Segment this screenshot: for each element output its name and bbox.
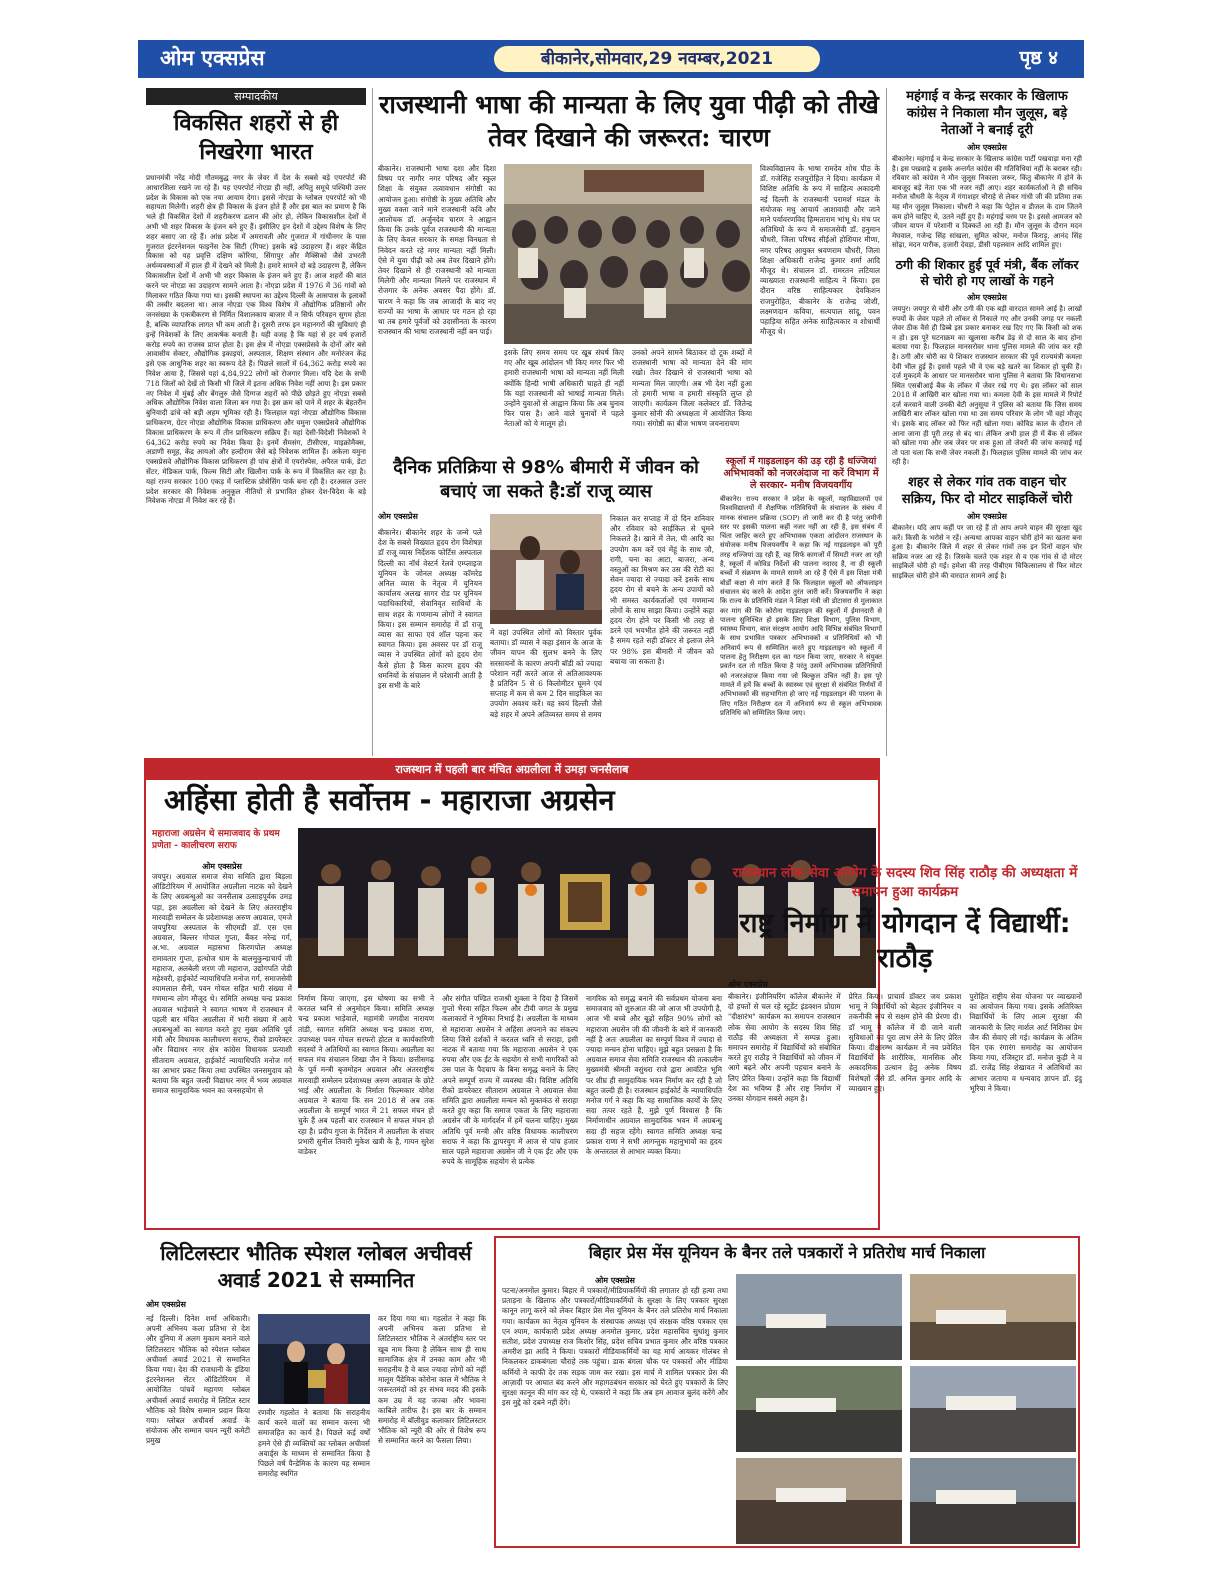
- newspaper-page: [138, 40, 1084, 1550]
- agrasen-byline: ओम एक्सप्रेस: [202, 862, 242, 871]
- bihar-story: [494, 1236, 1080, 1548]
- vehicle-headline: शहर से लेकर गांव तक वाहन चोर सक्रिय, फिर दो मोटर साइकिलें चोरी: [901, 475, 1073, 508]
- rpsc-headline: राष्ट्र निर्माण में योगदान दें विद्यार्थी: राठौड़: [739, 908, 1071, 974]
- rpsc-col-1: बीकानेर। इंजीनियरिंग कॉलेज बीकानेर में दो हफ्तों से चल रहे स्टूडेंट इंडक्शन प्रोग्राम "दीक्षारंभ" कार्यक्रम का समापन राजस्थान लोक सेवा आयोग के सदस्य शिव सिंह राठौड़ की अध्यक्षता में सम्पन्न हुआ। समापन समारोह में विद्यार्थियों को संबोधित करते हुए राठौड़ ने विद्यार्थियों को जीवन में आगे बढ़ने और अपनी पहचान बनाने के लिए प्रेरित किया। उन्होंने कहा कि विद्यार्थी देश का भविष्य हैं और राष्ट्र निर्माण में उनका योगदान सबसे अहम है।: [728, 992, 841, 1104]
- column-divider: [886, 88, 887, 756]
- theft-byline: ओम एक्सप्रेस: [967, 292, 1007, 302]
- bihar-body: पटना/अनमोल कुमार। बिहार में पत्रकारों/मीडियाकर्मियों की लगातार हो रही हत्या तथा प्रताड़ना के खिलाफ और पत्रकारों/मीडियाकर्मियों के सुरक्षा के लिए पत्रकार सुरक्षा कानून लागू करने को लेकर बिहार प्रेस मेंस यूनियन के बैनर तले प्रतिरोध मार्च निकाला गया। कार्यक्रम का नेतृत्व यूनियन के संस्थापक अध्यक्ष एवं संरक्षक वरिष्ठ पत्रकार एस एन श्याम, कार्यकारी प्रदेश अध्यक्ष अनमोल कुमार, प्रदेश महासचिव सुधांशु कुमार सतीश, प्रदेश उपाध्यक्ष राज किशोर सिंह, प्रदेश सचिव प्रभात कुमार और वरिष्ठ पत्रकार अमरीश झा आदि ने किया। पत्रकारों मीडियाकर्मियों का यह मार्च आयकर गोलंबर से निकलकर डाकबंगला चौराहे तक पहुंचा। डाक बंगला चौक पर पत्रकारों और मीडिया कर्मियों ने काफी देर तक सड़क जाम कर रखा। इस मार्च में शामिल पत्रकार प्रेस की आज़ादी पर आघात बंद करने और महागठबंधन सरकार को घेरते हुए पत्रकारों के लिए सुरक्षा कानून की मांग कर रहे थे, पत्रकारों ने कहा कि अब हम आवाज बुलंद करेंगे और इस मुद्दे को दबने नहीं देंगे।: [502, 1286, 728, 1408]
- school-headline: स्कूलों में गाइडलाइन की उड़ रही है धज्जियां अभिभावकों को नजरअंदाज ना करें विभाग में ले सरकार- मनीष विजयवर्गीय: [723, 456, 879, 491]
- masthead: [138, 40, 1084, 78]
- health-byline: ओम एक्सप्रेस: [378, 512, 418, 521]
- editorial-column: [146, 88, 366, 756]
- school-body: बीकानेर। राज्य सरकार ने प्रदेश के स्कूलों, महाविद्यालयों एवं विश्वविद्यालयों में शैक्षणिक गतिविधियों के संचालन के संबंध में मानक संचालन प्रक्रिया (SOP) तो जारी कर दी है परंतु जमीनी स्तर पर इसकी पालना कहीं नजर नहीं आ रही है, इस संबंध में चिंता जाहिर करते हुए अभिभावक एकता आंदोलन राजस्थान के संयोजक मनीष विजयवर्गीय ने कहा कि नई गाइडलाइन को पूरी तरह धज्जियां उड़ रही हैं, वह सिर्फ कागजों में सिमटी नजर आ रही है, स्कूलों में कोविड निर्देशों की पालना नदारद है, ना ही स्कूली बच्चों में संक्रमण के मामले सामने आ रहे हैं ऐसे में इस शिक्षा मंत्री बोर्डों कक्षा से मांग करते हैं कि फिलहाल स्कूलों को ऑफलाइन संचालन बंद करने के आदेश तुरंत जारी करें। विजयवर्गीय ने कहा कि राज्य के प्रतिनिधि मंडल ने शिक्षा मंत्री जी डोटासरा से मुलाकात कर मांग की कि कोरोना गाइडलाइन की स्कूलों में ईमानदारी से पालना सुनिश्चित हो इसके लिए शिक्षा विभाग, पुलिस विभाग, स्वास्थ्य विभाग, बाल संरक्षण आयोग आदि विभिन्न संबंधित विभागों के साथ प्रभावित पत्रकार अभिभावकों व प्रतिनिधियों को भी अनिवार्य रूप से सम्मिलित करते हुए गाइडलाइन को स्कूलों में पालना हेतु निरीक्षण दल का गठन किया जाए, सरकार ने संयुक्त प्रवर्तन दल तो गठित किया है परंतु उसमें अभिभावक प्रतिनिधियों को नजरअंदाज किया गया जो बिल्कुल उचित नहीं है। इस पूरे मामले में हमें कि बच्चों के स्वास्थ्य एवं सुरक्षा से संबंधित निर्णयों में अभिभावकों की सहभागिता हो जाए नई गाइडलाइन की पालना के लिए गठित निरीक्षण दल में अनिवार्य रूप से स्कूल अभिभावक प्रतिनिधि को सम्मिलित किया जाए।: [720, 495, 882, 717]
- health-col-1: बीकानेर। बीकानेर शहर के जन्मे पले देश के सबसे विख्यात हृदय रोग विशेषज्ञ डॉ राजू व्यास निर्देशक फोर्टिस अस्पताल दिल्ली का नॉर्थ वेस्टर्न रेलवे एम्प्लाइज यूनियन के जोनल अध्यक्ष कॉमरेड अनिल व्यास के नेतृत्व में यूनियन कार्यालय अलख सागर रोड पर यूनियन पदाधिकारियों, सेवानिवृत साथियों के साथ शहर के गणमान्य लोगों ने स्वागत किया। इस सम्मान समारोह में डॉ राजू व्यास का साफा एवं शॉल पहना कर स्वागत किया। इस अवसर पर डॉ राजू व्यास ने उपस्थित लोगों को हृदय रोग कैसे होता है किस कारण हृदय की धमनियों के संचालन में परेशानी आती है इस सभी के बारे: [378, 528, 482, 691]
- award-ceremony-photo: [258, 1314, 370, 1404]
- editorial-kicker: सम्पादकीय: [146, 88, 366, 105]
- theft-body: जयपुर। जयपुर से चोरी और ठगी की एक बड़ी वारदात सामने आई है। लाखों रुपयों के जेवर पहले तो लॉकर से निकाले गए और उनकी जगह पर नकली जेवर ठीक वैसे ही डिब्बे इस प्रकार बनाकर रख दिए गए कि किसी को शक न हो। इस पूरे घटनाक्रम का खुलासा करीब डेढ़ से दो साल के बाद होना बताया गया है। फिलहाल मानसरोवर थाना पुलिस मामले की जांच कर रही है। ठगी और चोरी का ये शिकार राजस्थान सरकार की पूर्व राज्यमंत्री कमला देवी भील हुई हैं। इससे पहले भी वे एक बड़े खतरे का शिकार हो चुकी हैं। दर्ज मुकदमे के आधार पर मानसरोवर थाना पुलिस ने बताया कि विधानसभा स्थित एसबीआई बैंक के लॉकर में जेवर रखे गए थे। इस लॉकर को साल 2018 में आखिरी बार खोला गया था। कमला देवी के इस मामले में रिपोर्ट दर्ज करवाने वाली उनकी बेटी अनुसूया ने पुलिस को बताया कि जिस समय आखिरी बार लॉकर खोला गया था उस समय परिवार के लोग भी वहां मौजूद थे। इसके बाद लॉकर को फिर नहीं खोला गया। कोविड काल के दौरान तो आना जाना ही पूरी तरह से बंद था। लेकिन अभी हाल ही में बैंक से लॉकर को खोला गया और जब जेवर पर शक हुआ तो जेवरों की जांच करवाई गई तो पता चला कि सभी जेवर नकली हैं। फिलहाल पुलिस मामले की जांच कर रही है।: [892, 304, 1082, 467]
- bihar-headline: बिहार प्रेस मेंस यूनियन के बैनर तले पत्रकारों ने प्रतिरोध मार्च निकाला: [588, 1243, 986, 1262]
- lead-col-3: उनको अपने सामने बिठाकर दो टूक शब्दों में राजस्थानी भाषा को मान्यता देने की मांग रखो। तेवर दिखाने से राजस्थानी भाषा को मान्यता मिल जाएगी। अब भी देश नहीं हुआ तो हमारी भाषा व हमारी संस्कृति लुप्त हो जाएगी। कार्यक्रम जिला कलेक्टर डॉ. जितेन्द्र कुमार सोनी की अध्यक्षता में आयोजित किया गया। संगोष्ठी का बीज भाषण जयनारायण: [632, 348, 752, 429]
- award-col-3: कर दिया गया था। गहलोत ने कहा कि अपनी अभिनय कला प्रतिभा से लिटिलस्टार भौतिक ने अंतर्राष्ट्रीय स्तर पर खूब नाम किया है लेकिन साथ ही साथ सामाजिक क्षेत्र में उनका काम और भी सराहनीय है वे बाल ज्यादा लोगों को नहीं मालूम पैंडेमिक कोरोना काल में भौतिक ने जरूरतमंदों को हर संभव मदद की इसके कम उम्र में यह जज्बा और भावना काबिले तारीफ है। इस बार के सम्मान समारोह में बॉलीवुड कलाकार लिटिलस्टार भौतिक को न्यूरी की ओर से विशेष रूप से सम्मानित करने का फैसला लिया।: [378, 1314, 486, 1446]
- rpsc-col-2: प्रेरित किया। प्राचार्य डॉक्टर जय प्रकाश भामू ने विद्यार्थियों को बेहतर इंजीनियर व तकनीकी रूप से सक्षम होने की प्रेरणा दी। डॉ भामू ने कॉलेज में दी जाने वाली सुविधाओं का पूरा लाभ लेने के लिए प्रेरित किया। दीक्षारम्भ कार्यक्रम में नव प्रवेशित विद्यार्थियों के शारीरिक, मानसिक और अकादमिक उत्थान हेतु अनेक विषय विशेषज्ञों जैसे डॉ. अनिल कुमार आदि के व्याख्यान हुए।: [848, 992, 962, 1093]
- award-photo: [258, 1314, 370, 1404]
- agrasen-banner: राजस्थान में पहली बार मंचित अग्रलीला में उमड़ा जनसैलाब: [146, 760, 878, 780]
- agrasen-col-1: जयपुर। अग्रवाल समाज सेवा समिति द्वारा बिड़ला ऑडिटोरियम में आयोजित अग्रलीला नाटक को देखने के लिए अग्रबन्धुओं का जनसैलाब उत्साहपूर्वक उमड़ पड़ा, इस अग्रलीला को देखने के लिए अंतरराष्ट्रीय मारवाड़ी सम्मेलन के प्रदेशाध्यक्ष अरुण अग्रवाल, एमजे जयपुरिया अस्पताल के सीएमडी डॉ. एस एस अग्रवाल, बिल्लर गोपाल गुप्ता, बैंकर नरेन्द्र गर्ग, अ.भा. अग्रवाल महासभा किरणपोल अध्यक्ष रामावतार गुप्ता, हत्थोज धाम के बालमुकुन्दाचार्य जी महाराज, अलबेली शरण जी महाराज, उद्योगपति जेडी महेश्वरी, हाईकोर्ट न्यायाधिपति मनोज गर्ग, समाजसेवी श्यामलाल सैनी, पवन गोयल सहित भारी संख्या में गणमान्य लोग मौजूद थे। समिति अध्यक्ष चन्द्र प्रकाश अग्रवाल भाड़ेवाले ने स्वागत भाषण में राजस्थान में पहली बार मंचित अग्रलीला में भारी संख्या में आये अग्रबन्धुओं का स्वागत करते हुए मुख्य अतिथि पूर्व मंत्री और विधायक कालीचरण सराफ, रीको डायरेक्टर और विद्याधर नगर क्षेत्र कांग्रेस विधायक प्रत्याशी सीताराम अग्रवाल, हाईकोर्ट न्यायाधिपति मनोज गर्ग का आभार प्रकट किया तथा उपस्थित जनसमुदाय को बताया कि बहुत जल्दी विद्याधर नगर में भव्य अग्रवाल समाज सामुदायिक भवन का जनसहयोग से: [152, 872, 292, 1096]
- vehicle-body: बीकानेर। यदि आप कहीं पर जा रहे हैं तो आप अपने वाहन की सुरक्षा खुद करें। किसी के भरोसे न रहें। अन्यथा आपका वाहन चोरी होने का खतरा बना हुआ है। बीकानेर जिले में शहर से लेकर गांवों तक इन दिनों वाहन चोर सक्रिय नजर आ रहे हैं। जिसके चलते एक शहर से व एक गांव से दो मोटर साइकिलें चोरी हो गईं। हमेशा की तरह पीबीएम चिकित्सालय से फिर मोटर साइकिल चोरी होने की वारदात सामने आई है।: [892, 524, 1082, 580]
- lead-col-4: विश्वविद्यालय के भाषा रामदेव शोध पीठ के डॉ. गजेसिंह राजपुरोहित ने दिया। कार्यक्रम में विशिष्ट अतिथि के रूप में साहित्य अकादमी नई दिल्ली के राजस्थानी परामर्श मंडल के संयोजक मधु आचार्य आशावादी और जाने माने पर्यावरणविद हिम्मताराम भांभू थे। मंच पर अतिथियों के रूप में समाजसेवी डॉ. हनुमान चौधरी, जिला परिषद सीईओ होशियार मीणा, नगर परिषद आयुक्त श्रवणराम चौधरी, जिला शिक्षा अधिकारी राजेन्द्र कुमार शर्मा आदि मौजूद थे। संचालन डॉ. रामरतन लटियाल व्याख्याता राजस्थानी साहित्य ने किया। इस दौरान वरिष्ठ साहित्यकार देवकिशन राजपुरोहित, बीकानेर के राजेन्द्र जोशी, लक्ष्मणदान कविया, सत्यपाल सांदू, पवन पहाड़िया सहित अनेक साहित्यकार व शोधार्थी मौजूद थे।: [760, 164, 880, 337]
- rpsc-col-3: पुरोहित राष्ट्रीय सेवा योजना पर व्याख्यानों का आयोजन किया गया। इसके अतिरिक्त विद्यार्थियों के लिए आत्म सुरक्षा की जानकारी के लिए मार्शल आर्ट निशिका प्रेम जैन की सेवाएं ली गई। कार्यक्रम के अंतिम दिन एक रंगारंग समारोह का आयोजन किया गया, रजिस्ट्रार डॉ. मनोज कुड़ी ने व डॉ. राजेंद्र सिंह शेखावत ने अतिथियों का आभार जताया व धन्यवाद ज्ञापन डॉ. इंदु भूरिया ने किया।: [969, 992, 1082, 1093]
- health-headline: दैनिक प्रतिक्रिया से 98% बीमारी में जीवन को बचाएं जा सकते है:डॉ राजू व्यास: [393, 457, 699, 502]
- right-sidebar: [892, 88, 1082, 756]
- congress-headline: महंगाई व केन्द्र सरकार के खिलाफ कांग्रेस ने निकाला मौन जुलूस, बड़े नेताओं ने बनाई दूरी: [906, 89, 1068, 138]
- award-col-2: रणवीर गहलोत ने बताया कि सराहनीय कार्य करने वालों का सम्मान करना भी समाजहित का कार्य है। पिछले कई वर्षों हमने ऐसे ही व्यक्तियों का ग्लोबल अचीवर्स अवार्ड्स के माध्यम से सम्मानित किया है पिछले वर्ष पैन्डेमिक के कारण यह सम्मान समारोह स्थगित: [258, 1408, 370, 1479]
- lead-col-2: इसके लिए समय समय पर खूब संघर्ष किए गए और खूब आंदोलन भी किए मगर फिर भी हमारी राजस्थानी भाषा को मान्यता नहीं मिली क्योंकि हिन्दी भाषी अधिकारी चाहते ही नहीं कि यहां राजस्थानी को भाषाई मान्यता मिले। उन्होंने युवाओं से आह्वान किया कि अब चुनाव फिर पास है। आने वाले चुनावों में पहले नेताओं को ये मालूम हो।: [504, 348, 624, 429]
- bihar-byline: ओम एक्सप्रेस: [595, 1276, 635, 1285]
- column-divider: [372, 88, 373, 756]
- health-col-3: निकाल कर सप्ताह में दो दिन शनिवार और रविवार को साईकिल से घूमने निकलते है। खाने में तेल, घी आदि का उपयोग कम करें एवं मेंहूं के साथ जौ, रागी, चना का आटा, बाजरा, अन्य वस्तुओं का मिश्रण कर उस की रोटी का सेवन ज्यादा से ज्यादा करें इसके साथ हृदय रोग से बचने के अन्य उपायों को भी समस्त कार्यकर्ताओं एवं गणमान्य लोगों के साथ साझा किया। उन्होंने कहा हृदय रोग होने पर किसी भी तरह से डरने एवं भयभीत होने की जरूरत नहीं है समय रहते सही डॉक्टर से इलाज लेने पर 98% इस बीमारी में जीवन को बचाया जा सकता है।: [610, 514, 714, 666]
- agrasen-subhead: महाराजा अग्रसेन थे समाजवाद के प्रथम प्रणेता - कालीचरण सराफ: [152, 829, 280, 851]
- bihar-photos: [736, 1274, 1076, 1544]
- award-col-1: नई दिल्ली। दिनेश शर्मा अधिकारी। अपनी अभिनय कला प्रतिभा से देश और दुनिया में अलग मुकाम बनाने वाले लिटिलस्टार भौतिक को स्पेशल ग्लोबल अचीवर्स अवार्ड 2021 से सम्मानित किया गया। देश की राजधानी के इंडिया इंटरनेशनल सेंटर ऑडिटोरियम में आयोजित पांचवें महागण ग्लोबल अचीवर्स अवार्ड समारोह में लिटिल स्टार भौतिक को विशेष सम्मान प्रदान किया गया। ग्लोबल अचीवर्स अवार्ड के संयोजक और सम्मान चयन न्यूरी कमेटी प्रमुख: [146, 1314, 250, 1446]
- rpsc-kicker: राजस्थान लोक सेवा आयोग के सदस्य शिव सिंह राठौड़ की अध्यक्षता में समापन हुआ कार्यक्रम: [732, 865, 1078, 900]
- agrasen-col-3: और संगीत पण्डित राजश्री शुक्ला ने दिया है जिसमें गुप्तो भैरवा सहित फिल्म और टीवी जगत के प्रमुख कलाकारों ने भूमिका निभाई है। अग्रलीला के माध्यम से महाराजा अग्रसेन ने अहिंसा अपनाने का संकल्प लिया जिसे दर्शकों ने करतल ध्वनि से सराहा, इसी नाटक में बताया गया कि महाराजा अग्रसेन ने एक रुपया और एक ईंट के सहयोग से सभी नागरिकों को उस पाल के पैदचाप के बिना समृद्ध बनाने के लिए अपने सम्पूर्ण राज्य में व्यवस्था की। विशिष्ट अतिथि रीको डायरेक्टर सीताराम अग्रवाल ने अग्रवाल सेवा समिति द्वारा अग्रलीला मन्चन को मुक्तकंठ से सराहा करते हुए कहा कि समाज एकता के लिए महाराजा अग्रसेन जी के मार्गदर्शन में हमें चलना चाहिए। मुख्य अतिथि पूर्व मन्त्री और वरिष्ठ विधायक कालीचरण सराफ ने कहा कि द्वापरयुग में आज से पांच हजार साल पहले महाराजा अग्रसेन जी ने एक ईंट और एक रुपये के सामूहिक सहयोग से प्रत्येक: [442, 994, 578, 1167]
- masthead-page-number: पृष्ठ ४: [1019, 47, 1058, 69]
- congress-byline: ओम एक्सप्रेस: [967, 143, 1007, 152]
- lead-story: [378, 88, 880, 450]
- lead-headline: राजस्थानी भाषा की मान्यता के लिए युवा पीढ़ी को तीखे तेवर दिखाने की जरूरत: चारण: [379, 90, 879, 152]
- agrasen-col-2: निर्माण किया जाएगा, इस घोषणा का सभी ने करतल ध्वनि से अनुमोदन किया। समिति अध्यक्ष चन्द्र प्रकाश भाड़ेवाले, महामंत्री जगदीश नारायण तांडी, स्वागत समिति अध्यक्ष चन्द्र प्रकाश राणा, उपाध्यक्ष पवन गोयल सरफरो होटल व कार्यकारिणी सदस्यों ने अतिथियों का स्वागत किया। अग्रलीला का सफल मंच संचालन शिखा जैन ने किया। छत्तीसगढ़ के पूर्व मन्त्री बृजमोहन अग्रवाल और अंतरराष्ट्रीय मारवाड़ी सम्मेलन प्रदेशाध्यक्ष अरुण अग्रवाल के छोटे भाई और अग्रलीला के निर्माता फिल्मकार योगेश अग्रवाल ने बताया कि सन 2018 से अब तक अग्रलीला के सम्पूर्ण भारत में 21 सफल मंचन हो चुके हैं अब पहली बार राजस्थान में सफल मंचन हो रहा है। प्रदीप गुप्ता के निर्देशन में अग्रलीला के संचार प्रभारी सुनील तिवारी मुकेश खत्री के है, गायन सुरेश वाडेकर: [298, 994, 434, 1157]
- seminar-audience-photo: [504, 164, 752, 344]
- protest-march-photos: [736, 1274, 1076, 1544]
- rpsc-byline: ओम एक्सप्रेस: [728, 980, 768, 989]
- editorial-headline: विकसित शहरों से ही निखरेगा भारत: [173, 110, 339, 165]
- health-story: [378, 456, 714, 756]
- school-story: [720, 456, 882, 756]
- masthead-brand: ओम एक्सप्रेस: [160, 46, 265, 70]
- lead-col-1: बीकानेर। राजस्थानी भाषा दशा और दिशा विषय पर नागौर नगर परिषद और स्कूल शिक्षा के संयुक्त तत्वावधान संगोष्ठी का आयोजन हुआ। संगोष्ठी के मुख्य अतिथि और मुख्य वक्ता जाने माने राजस्थानी कवि और आलोचक डॉ. अर्जुनदेव चारण ने आह्वान किया कि उनके पूर्वज राजस्थानी की मान्यता के लिए केवल सरकार के समक्ष विनम्रता से निवेदन करते रहे मगर मान्यता नहीं मिली। ऐसे में युवा पीढ़ी को अब तेवर दिखाने होंगे। तेवर दिखाने से ही राजस्थानी को मान्यता मिलेगी और मान्यता मिलने पर राजस्थान में रोजगार के अनेक अवसर पैदा होंगे। डॉ. चारण ने कहा कि जब आजादी के बाद नए राज्यों का भाषा के आधार पर गठन हो रहा था तब हमारे पूर्वजों को उदासीनता के कारण राजस्थान की भाषा राजस्थानी नहीं बन पाई।: [378, 164, 496, 337]
- agrasen-col-4: नागरिक को समृद्ध बनाने की सर्वप्रथम योजना बना समाजवाद को शुरुआत की जो आज भी उपयोगी है, आज भी बच्चे और बूढ़ों सहित 90% लोगों को महाराजा अग्रसेन जी की जीवनी के बारे में जानकारी नहीं है अतः अग्रलीला का सम्पूर्ण विश्व में ज्यादा से ज्यादा मन्चन होना चाहिए। मुझे बहुत प्रसन्नता है कि अग्रवाल समाज सेवा समिति राजस्थान की तत्कालीन मुख्यमंत्री श्रीमती वसुंधरा राजे द्वारा आवंटित भूमि पर शीघ्र ही सामुदायिक भवन निर्माण कर रही है जो बहुत जल्दी ही है। राजस्थान हाईकोर्ट के न्यायाधिपति मनोज गर्ग ने कहा कि यह सामाजिक कार्यों के लिए सदा तत्पर रहते हैं, मुझे पूर्ण विश्वास है कि निर्माणाधीन अग्रवाल सामुदायिक भवन में अग्रबन्धु सदा ही सहज रहेंगे। स्वागत समिति अध्यक्ष चन्द्र प्रकाश राणा ने सभी आगन्तुक महानुभावों का हृदय के अन्तरतल से आभार व्यक्त किया।: [586, 994, 722, 1157]
- rpsc-story-body: [728, 864, 1082, 1230]
- award-byline: ओम एक्सप्रेस: [146, 1300, 186, 1309]
- theft-headline: ठगी की शिकार हुई पूर्व मंत्री, बैंक लॉकर से चोरी हो गए लाखों के गहने: [895, 256, 1079, 288]
- vehicle-byline: ओम एक्सप्रेस: [967, 512, 1007, 522]
- editorial-body: प्रधानमंत्री नरेंद्र मोदी गौतमबुद्ध नगर के जेवर में देश के सबसे बड़े एयरपोर्ट की आधारशिला रखने जा रहे हैं। यह एयरपोर्ट नोएडा ही नहीं, अपितु समूचे पश्चिमी उत्तर प्रदेश के विकास को एक नया आयाम देगा। इससे नोएडा के ग्लोबल एयरपोर्ट को भी सहायता मिलेगी। शहरी क्षेत्र ही विकास के इंजन होते हैं और इस बात का प्रमाण है कि भले ही विकसित देशों में शहरीकरण ढलान की ओर हो, लेकिन विकासशील देशों में अभी भी शहर विकास के इंजन बने हुए हैं। इसीलिए इन देशों में उद्देश्य विशेष के लिए शहर बसाए जा रहे हैं। आंध्र प्रदेश में अमरावती और गुजरात में गांधीनगर के पास गुजरात इंटरनेशनल फाइनेंस टेक सिटी (गिफ्ट) इसके बड़े उदाहरण हैं। शहर केंद्रित विकास को यह प्रवृत्ति दक्षिण कोरिया, सिंगापुर और मैक्सिको जैसे उभरती अर्थव्यवस्थाओं में हाल ही में देखने को मिली है। हमारे सामने दो बड़े उदाहरण हैं, लेकिन विकासशील देशों में अभी भी शहर विकास के इंजन बने हुए हैं। आज शहरों की बात करने पर नोएडा का उदाहरण सामने आता है। नोएडा प्रदेश में 1976 में 36 गांवों को मिलाकर गठित किया गया था। इसकी स्थापना का उद्देश्य दिल्ली के आसपास के इलाकों की तस्वीर बदलना था। आज नोएडा एक विश्व विशेष में औद्योगिक प्रतिष्ठानों और जनसंख्या के एकत्रीकरण से निर्मित विशालकाय बाजार में न सिर्फ परिवहन सुगम होता है, बल्कि व्यापारिक लागत भी कम आती है। दूसरी तरफ इन महानगरों की सुविधाएं ही इन्हें निवेशकों के लिए आकर्षक बनाती हैं। यही वजह है कि यहां से हर वर्ष हजारों करोड़ रुपये का राजस्व प्राप्त होता है। इस क्षेत्र में नोएडा एक्सप्रेसवे के दोनों ओर बसे आवासीय सेक्टर, औद्योगिक इकाइयां, अस्पताल, शिक्षण संस्थान और मनोरंजन केंद्र इसे एक आधुनिक शहर का स्वरूप देते हैं। पिछले सालों में 64,362 करोड़ रुपये का निवेश आया है, जिससे यहां 4,84,922 लोगों को रोजगार मिला। यदि देश के सभी 718 जिलों को देखें तो किसी भी जिले में इतना अधिक निवेश नहीं आया है। इस प्रकार नए निवेश में मुंबई और बेंगलुरु जैसे दिग्गज शहरों को पीछे छोड़ते हुए नोएडा सबसे अधिक औद्योगिक निवेश वाला जिला बन गया है। इस क्रम को पाने में शहर के बेहतरीन बुनियादी ढांचे को बड़ी अहम भूमिका रही है। फिलहाल यहां नोएडा औद्योगिक विकास प्राधिकरण, ग्रेटर नोएडा औद्योगिक विकास प्राधिकरण और यमुना एक्सप्रेसवे औद्योगिक विकास प्राधिकरण के रूप में तीन प्राधिकरण सक्रिय हैं। यहां देसी-विदेशी निवेशकों ने 64,362 करोड़ रुपये का निवेश किया है। इनमें सैमसंग, टीसीएस, माइक्रोमैक्स, अडाणी समूह, केंद्र आयओ और हल्दीराम जैसे बड़े निवेशक शामिल हैं। अकेला यमुना एक्सप्रेसवे औद्योगिक विकास प्राधिकरण ही पांच क्षेत्रों में एयरोस्पेस, अपैरल पार्क, डेटा सेंटर, मेडिकल पार्क, फिल्म सिटी और खिलौना पार्क के रूप में विकसित कर रहा है। यहां राज्य सरकार 100 एकड़ में प्लास्टिक प्रोसेसिंग पार्क बना रही है। दरअसल उत्तर प्रदेश सरकार की निवेशक अनुकूल नीतियों से प्रभावित होकर देश-विदेश के बड़े निवेशक नोएडा में निवेश कर रहे हैं।: [146, 173, 366, 506]
- award-headline: लिटिलस्टार भौतिक स्पेशल ग्लोबल अचीवर्स अवार्ड 2021 से सम्मानित: [160, 1241, 472, 1292]
- health-col-2: में वहां उपस्थित लोगों को विस्तार पूर्वक बताया। डॉ व्यास ने कहा इंसान के आज के जीवन यापन की सुलभ बनने के लिए सरसायनों के कारण अपनी बॉडी को ज्यादा परेशान नहीं करते आज से अतिआवश्यक है प्रतिदिन 5 से 6 किलोमीटर घूमने एवं सप्ताह में कम से कम 2 दिन साइकिल का उपयोग अवश्य करें। वह स्वयं दिल्ली जैसे बड़े शहर में अपने अतिव्यस्त समय से समय: [490, 628, 602, 719]
- award-story: [146, 1240, 486, 1546]
- congress-body: बीकानेर। महंगाई व केन्द्र सरकार के खिलाफ कांग्रेस पार्टी पखवाड़ा मना रही है। इस पखवाड़े व इसके अन्तर्गत कांग्रेस की गतिविधियां नहीं के बराबर रही। रविवार को कांग्रेस ने मौन जुलूस निकाला जरूर, किंतु बीकानेर में होने के बावजूद बड़े नेता एक भी नजर नहीं आए। शहर कार्यकर्ताओं ने ही सचिव मनोज चौधरी के नेतृत्व में गंगाशहर चौराहे से लेकर गांधी जी की प्रतिमा तक यह मौन जुलूस निकाला। चौधरी ने कहा कि पेट्रोल व डीजल के दाम जितने कम होने चाहिए थे, उतने नहीं हुए हैं। महंगाई चरम पर है। इससे आमजन को जीवन यापन में परेशानी व दिक्कतें आ रही हैं। मौन जुलूस के दौरान मदन मेघवाल, गजेन्द्र सिंह सांखला, सुमित कोचर, मनोज किराड़ू, आनंद सिंह सोढ़ा, मदन पारीक, हजारी देवड़ा, डीसी पहलवान आदि शामिल हुए।: [892, 155, 1082, 250]
- health-photo: [490, 514, 602, 624]
- masthead-dateline: बीकानेर,सोमवार,29 नवम्बर,2021: [492, 44, 822, 74]
- doctor-felicitation-photo: [490, 514, 602, 624]
- lead-photo: [504, 164, 752, 344]
- agrasen-headline: अहिंसा होती है सर्वोत्तम - महाराजा अग्रसेन: [164, 783, 615, 817]
